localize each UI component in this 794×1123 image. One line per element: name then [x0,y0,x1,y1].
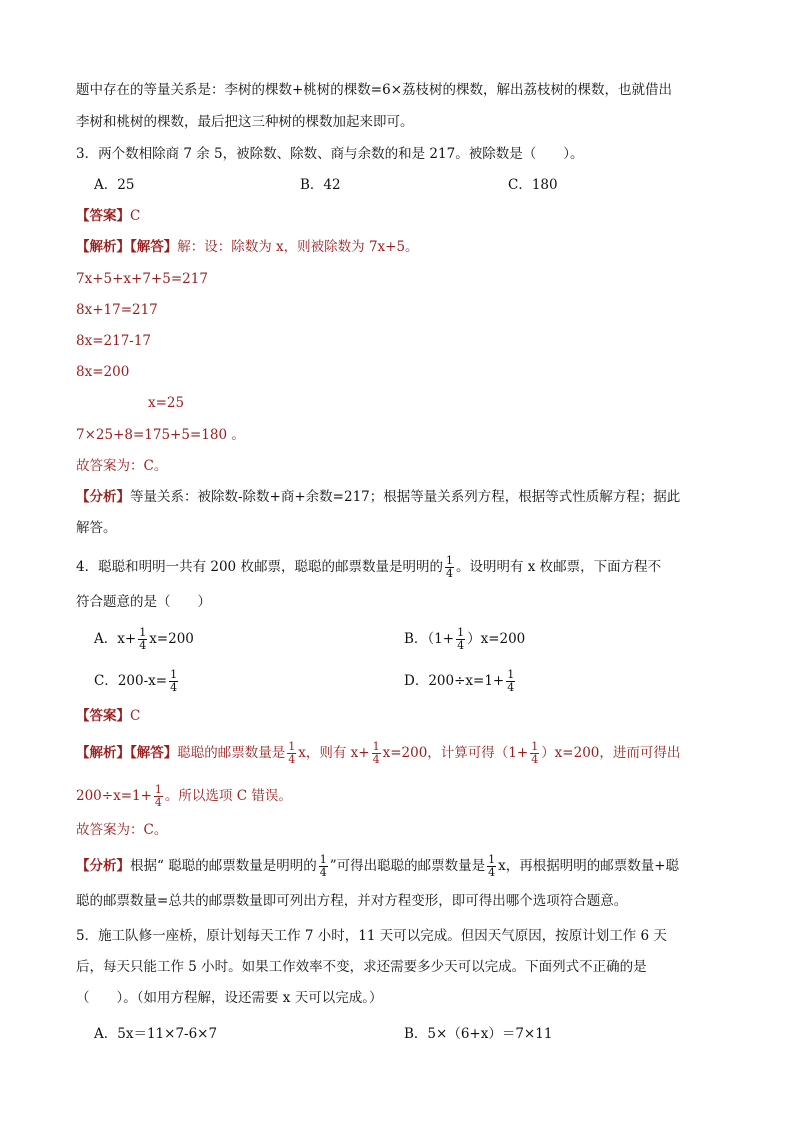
answer-tag: 【答案】 [76,208,130,224]
question-4-stem [76,555,661,580]
q4-fenxi: 【分析】根据“ 聪聪的邮票数量是明明的 $\frac{1}{4}$ ”可得出聪聪的邮票数量是 $\frac{1}{4}$ x，再根据明明的邮票数量+聪 [76,853,680,879]
q3-step-4: 8x=200 [76,364,130,380]
q3-option-b: B．42 [300,177,341,193]
fraction: $\frac{1}{4}$ [319,853,327,879]
q4-final: 故答案为：C。 [76,822,168,838]
fraction: $\frac{1}{4}$ [154,783,162,809]
fraction: $\frac{1}{4}$ [445,554,453,580]
fenxi-text: 等量关系：被除数-除数+商+余数=217；根据等量关系列方程，根据等式性质解方程；据此 [130,489,681,505]
fraction: $\frac{1}{4}$ [531,740,539,766]
q4-stem-part: 。设明明有 x 枚邮票，下面方程不 [455,559,662,575]
question-5-stem-cont: （ ）。（如用方程解，设还需要 x 天可以完成。） [76,990,383,1006]
q4-option-c: C．200-x= $\frac{1}{4}$ [94,668,178,694]
q4-fenxi-cont: 聪的邮票数量=总共的邮票数量即可列出方程，并对方程变形，即可得出哪个选项符合题意。 [76,893,628,909]
q4-answer [76,706,140,726]
q5-option-a: A．5x＝11×7-6×7 [94,1026,218,1042]
answer-value: C [130,208,141,224]
analysis-text: 解：设：除数为 x，则被除数为 7x+5。 [177,239,419,255]
q4-analysis: 【解析】【解答】聪聪的邮票数量是 $\frac{1}{4}$ x，则有 x+ $\frac{1}{4}$ x=200，计算可得（1+ $\frac{1}{4}$ ）x=200，进而可得出 [76,740,681,766]
q3-option-c: C．180 [508,177,558,193]
analysis-tag: 【解析】【解答】 [76,745,178,761]
paragraph-line: 李树和桃树的棵数，最后把这三种树的棵数加起来即可。 [76,114,414,130]
q3-fenxi [76,487,680,507]
q3-step-1: 7x+5+x+7+5=217 [76,271,208,287]
q4-option-b: B．（1+ $\frac{1}{4}$ ）x=200 [404,626,526,652]
question-4-stem-cont: 符合题意的是（ ） [76,594,211,610]
q3-fenxi-cont: 解答。 [76,520,117,536]
question-5-stem: 5．施工队修一座桥，原计划每天工作 7 小时，11 天可以完成。但因天气原因，按原计划工作 6 天 [76,928,667,944]
fraction: $\frac{1}{4}$ [170,668,178,694]
fenxi-tag: 【分析】 [76,489,130,505]
q4-stem-part: 4．聪聪和明明一共有 200 枚邮票，聪聪的邮票数量是明明的 [76,559,443,575]
question-5-stem-cont: 后，每天只能工作 5 小时。如果工作效率不变，求还需要多少天可以完成。下面列式不正确的是 [76,959,647,975]
q3-step-5: x=25 [148,395,185,411]
answer-value: C [130,708,141,724]
fraction: $\frac{1}{4}$ [507,668,515,694]
q3-option-a: A．25 [94,177,135,193]
q4-option-a: A．x+ $\frac{1}{4}$ x=200 [94,626,194,652]
analysis-tag: 【解析】【解答】 [76,239,178,255]
question-3-stem: 3．两个数相除商 7 余 5，被除数、除数、商与余数的和是 217。被除数是（ ）。 [76,146,584,162]
answer-tag: 【答案】 [76,708,130,724]
fraction: $\frac{1}{4}$ [139,626,147,652]
q4-option-d: D．200÷x=1+ $\frac{1}{4}$ [404,668,515,694]
q3-final: 故答案为：C。 [76,458,168,474]
q3-answer [76,206,140,226]
q5-option-b: B．5×（6+x）＝7×11 [404,1026,553,1042]
fenxi-tag: 【分析】 [76,858,130,874]
q3-step-6: 7×25+8=175+5=180 。 [76,427,245,443]
fraction: $\frac{1}{4}$ [488,853,496,879]
paragraph-line: 题中存在的等量关系是：李树的棵数+桃树的棵数=6×荔枝树的棵数，解出荔枝树的棵数，也就借出 [76,82,673,98]
fraction: $\frac{1}{4}$ [457,626,465,652]
q4-analysis-cont: 200÷x=1+ $\frac{1}{4}$ 。所以选项 C 错误。 [76,783,292,809]
q3-analysis [76,237,419,257]
fraction: $\frac{1}{4}$ [288,740,296,766]
fraction: $\frac{1}{4}$ [372,740,380,766]
q3-step-3: 8x=217-17 [76,333,152,349]
q3-step-2: 8x+17=217 [76,302,158,318]
